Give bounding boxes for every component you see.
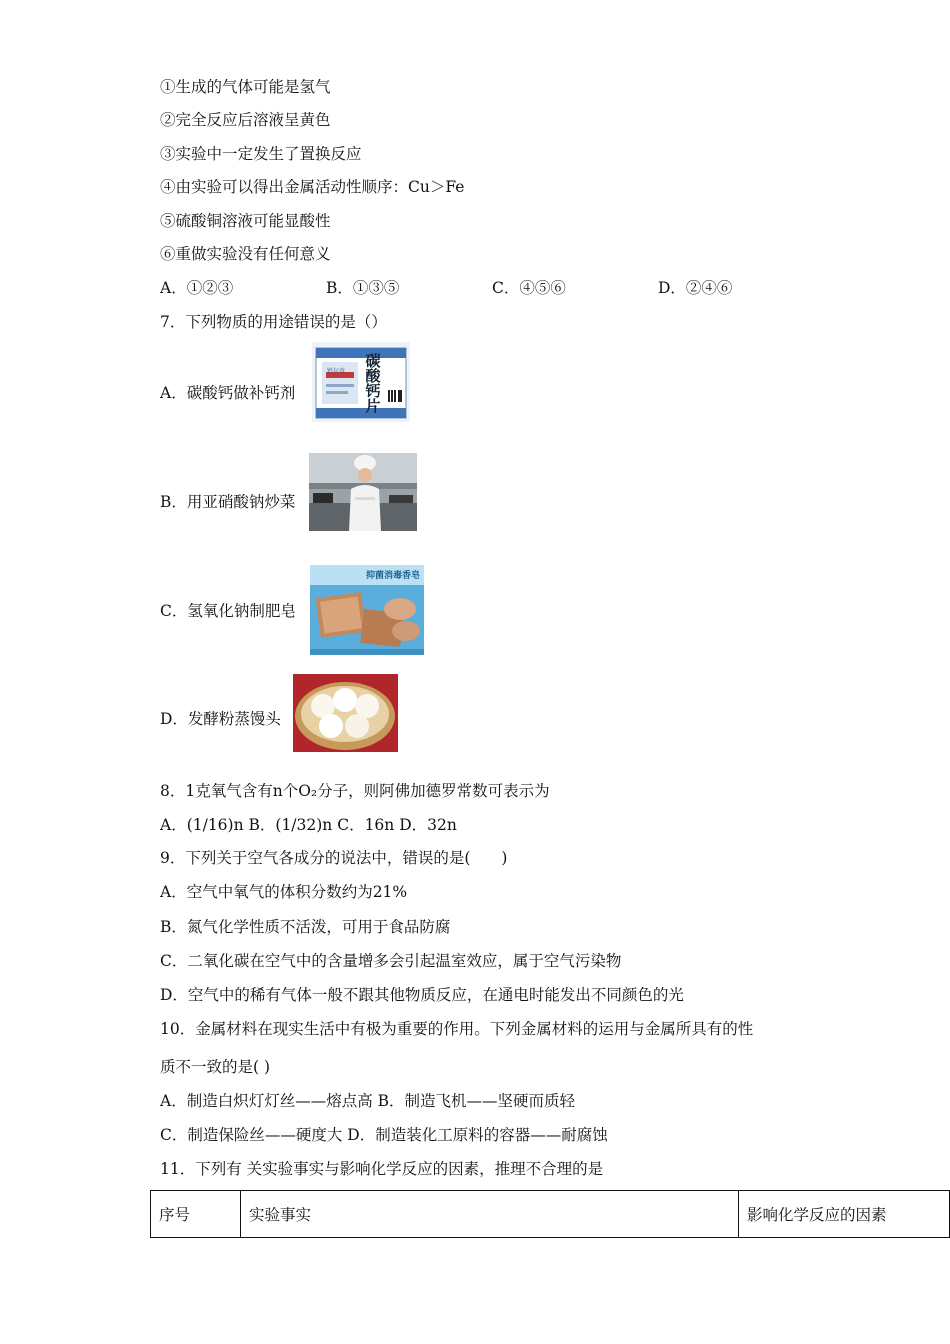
q10-stem-line2: 质不一致的是( ): [160, 1058, 271, 1076]
q6-option-a: A．①②③: [160, 279, 234, 297]
q7-stem: 7．下列物质的用途错误的是（）: [160, 313, 387, 331]
box-top-label: 钙尔奇: [327, 368, 346, 375]
soap-bars-image: [310, 565, 424, 655]
q9-option-b: B．氮气化学性质不活泼，可用于食品防腐: [160, 918, 451, 936]
q6-statement-2: ②完全反应后溶液呈黄色: [160, 111, 331, 129]
q10-stem-line1: 10．金属材料在现实生活中有极为重要的作用。下列金属材料的运用与金属所具有的性: [160, 1020, 754, 1038]
table-header-index: 序号: [151, 1191, 241, 1238]
q7-option-a: A．碳酸钙做补钙剂: [160, 384, 296, 402]
q6-option-c: C．④⑤⑥: [492, 279, 566, 297]
q6-statement-3: ③实验中一定发生了置换反应: [160, 145, 362, 163]
q10-options-line1: A．制造白炽灯灯丝——熔点高 B．制造飞机——坚硬而质轻: [160, 1092, 576, 1110]
q9-option-d: D．空气中的稀有气体一般不跟其他物质反应，在通电时能发出不同颜色的光: [160, 986, 684, 1004]
q6-statement-6: ⑥重做实验没有任何意义: [160, 245, 331, 263]
box-char-3: 钙: [365, 382, 381, 400]
q9-option-a: A．空气中氧气的体积分数约为21%: [160, 883, 408, 901]
q6-statement-4: ④由实验可以得出金属活动性顺序：Cu＞Fe: [160, 178, 465, 196]
q6-statement-5: ⑤硫酸铜溶液可能显酸性: [160, 212, 331, 230]
q7-option-d: D．发酵粉蒸馒头: [160, 710, 281, 728]
q6-statement-1: ①生成的气体可能是氢气: [160, 78, 331, 96]
q10-options-line2: C．制造保险丝——硬度大 D．制造装化工原料的容器——耐腐蚀: [160, 1126, 608, 1144]
q6-option-d: D．②④⑥: [658, 279, 733, 297]
q7-option-c: C．氢氧化钠制肥皂: [160, 602, 296, 620]
q9-stem: 9．下列关于空气各成分的说法中，错误的是( ): [160, 849, 508, 867]
table-header-factor: 影响化学反应的因素: [739, 1191, 950, 1238]
box-char-1: 碳: [365, 352, 381, 370]
q11-table: [150, 1190, 950, 1238]
box-char-4: 片: [365, 397, 381, 415]
q9-option-c: C．二氧化碳在空气中的含量增多会引起温室效应，属于空气污染物: [160, 952, 622, 970]
q8-options: A．(1/16)n B．(1/32)n C．16n D．32n: [160, 816, 457, 834]
chef-kitchen-image: [309, 453, 417, 531]
q7-option-b: B．用亚硝酸钠炒菜: [160, 493, 296, 511]
soap-banner: 抑菌消毒香皂: [366, 571, 421, 581]
table-header-fact: 实验事实: [241, 1191, 739, 1238]
q8-stem: 8．1克氧气含有n个O₂分子，则阿佛加德罗常数可表示为: [160, 782, 550, 800]
table-row: [151, 1191, 950, 1238]
steamed-buns-image: [293, 674, 398, 752]
calcium-tablet-box-image: [312, 342, 410, 422]
q11-stem: 11．下列有 关实验事实与影响化学反应的因素，推理不合理的是: [160, 1160, 604, 1178]
q6-option-b: B．①③⑤: [326, 279, 400, 297]
box-char-2: 酸: [365, 367, 381, 385]
